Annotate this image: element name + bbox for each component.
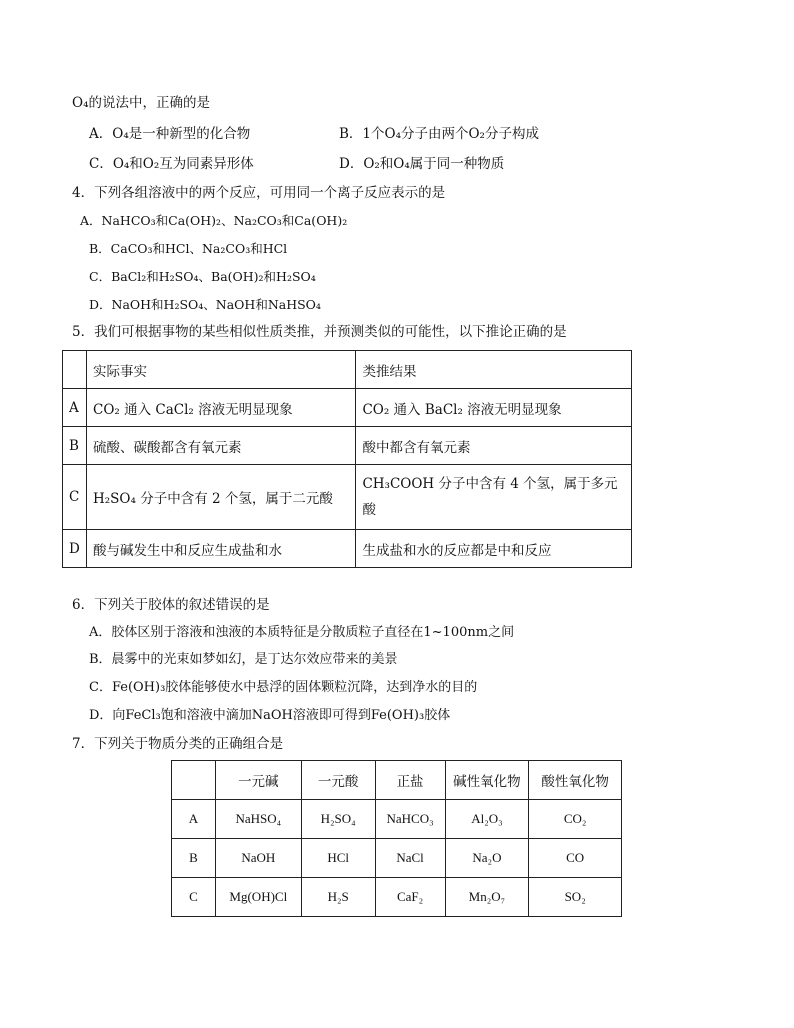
q4-option-d: D．NaOH和H₂SO₄、NaOH和NaHSO₄ [89, 297, 321, 312]
q3-option-c: C．O₄和O₂互为同素异形体 [89, 156, 254, 172]
q3-option-a: A．O₄是一种新型的化合物 [89, 126, 251, 142]
q4-option-c: C．BaCl₂和H₂SO₄、Ba(OH)₂和H₂SO₄ [89, 269, 316, 284]
q5-row-label: D [63, 530, 87, 568]
q4-option-a: A．NaHCO₃和Ca(OH)₂、Na₂CO₃和Ca(OH)₂ [80, 213, 348, 228]
q7-cell: H₂S [301, 878, 375, 917]
q7-cell: NaHSO₄ [215, 800, 301, 839]
q4-option-b: B．CaCO₃和HCl、Na₂CO₃和HCl [89, 241, 288, 256]
q5-row [63, 427, 632, 465]
q7-cell: HCl [301, 839, 375, 878]
q6-option-c: C．Fe(OH)₃胶体能够使水中悬浮的固体颗粒沉降，达到净水的目的 [89, 680, 478, 695]
q3-option-d: D．O₂和O₄属于同一种物质 [339, 156, 505, 172]
q6-option-d: D．向FeCl₃饱和溶液中滴加NaOH溶液即可得到Fe(OH)₃胶体 [89, 708, 451, 723]
q5-fact-cell: H₂SO₄ 分子中含有 2 个氢，属于二元酸 [86, 465, 355, 530]
q5-result-cell: 酸中都含有氧元素 [356, 427, 632, 465]
q6-stem: 6．下列关于胶体的叙述错误的是 [72, 597, 270, 613]
q7-cell: SO₂ [529, 878, 622, 917]
q7-cell: Mg(OH)Cl [215, 878, 301, 917]
q7-cell: CO₂ [529, 800, 622, 839]
q7-cell: CaF₂ [375, 878, 445, 917]
q5-fact-cell: CO₂ 通入 CaCl₂ 溶液无明显现象 [86, 389, 355, 427]
q5-row-label: C [63, 465, 87, 530]
q3-option-b: B．1个O₄分子由两个O₂分子构成 [339, 126, 539, 142]
q7-row-label: C [172, 878, 216, 917]
q7-row [172, 839, 622, 878]
q7-header-cell: 碱性氧化物 [445, 761, 529, 800]
q6-option-a: A．胶体区别于溶液和浊液的本质特征是分散质粒子直径在1~100nm之间 [89, 625, 515, 640]
q5-row [63, 530, 632, 568]
q6-option-b: B．晨雾中的光束如梦如幻，是丁达尔效应带来的美景 [89, 652, 398, 667]
q7-stem: 7．下列关于物质分类的正确组合是 [72, 736, 284, 752]
q5-header-cell [63, 351, 87, 389]
q7-cell: CO [529, 839, 622, 878]
q7-cell: Mn₂O₇ [445, 878, 529, 917]
q7-cell: NaHCO₃ [375, 800, 445, 839]
q5-header-cell: 类推结果 [356, 351, 632, 389]
q5-stem: 5．我们可根据事物的某些相似性质类推，并预测类似的可能性，以下推论正确的是 [72, 324, 567, 340]
q7-header-row [172, 761, 622, 800]
q5-result-cell: CH₃COOH 分子中含有 4 个氢，属于多元酸 [356, 465, 632, 530]
q7-cell: Na₂O [445, 839, 529, 878]
q7-header-cell: 一元酸 [301, 761, 375, 800]
q7-cell: Al₂O₃ [445, 800, 529, 839]
q7-row [172, 878, 622, 917]
q7-cell: H₂SO₄ [301, 800, 375, 839]
q5-table [62, 350, 632, 568]
q5-fact-cell: 酸与碱发生中和反应生成盐和水 [86, 530, 355, 568]
q7-cell: NaOH [215, 839, 301, 878]
q7-row-label: A [172, 800, 216, 839]
q7-table [171, 760, 622, 917]
q5-row-label: B [63, 427, 87, 465]
q5-header-cell: 实际事实 [86, 351, 355, 389]
q5-row [63, 465, 632, 530]
q3-stem: O₄的说法中，正确的是 [72, 95, 210, 111]
q5-row [63, 389, 632, 427]
q7-row [172, 800, 622, 839]
q5-fact-cell: 硫酸、碳酸都含有氧元素 [86, 427, 355, 465]
q5-row-label: A [63, 389, 87, 427]
q7-row-label: B [172, 839, 216, 878]
q7-header-cell: 正盐 [375, 761, 445, 800]
q7-cell: NaCl [375, 839, 445, 878]
q5-result-cell: 生成盐和水的反应都是中和反应 [356, 530, 632, 568]
q5-result-cell: CO₂ 通入 BaCl₂ 溶液无明显现象 [356, 389, 632, 427]
q4-stem: 4．下列各组溶液中的两个反应，可用同一个离子反应表示的是 [72, 185, 446, 201]
q7-header-cell [172, 761, 216, 800]
q7-header-cell: 一元碱 [215, 761, 301, 800]
q7-header-cell: 酸性氧化物 [529, 761, 622, 800]
q5-header-row [63, 351, 632, 389]
